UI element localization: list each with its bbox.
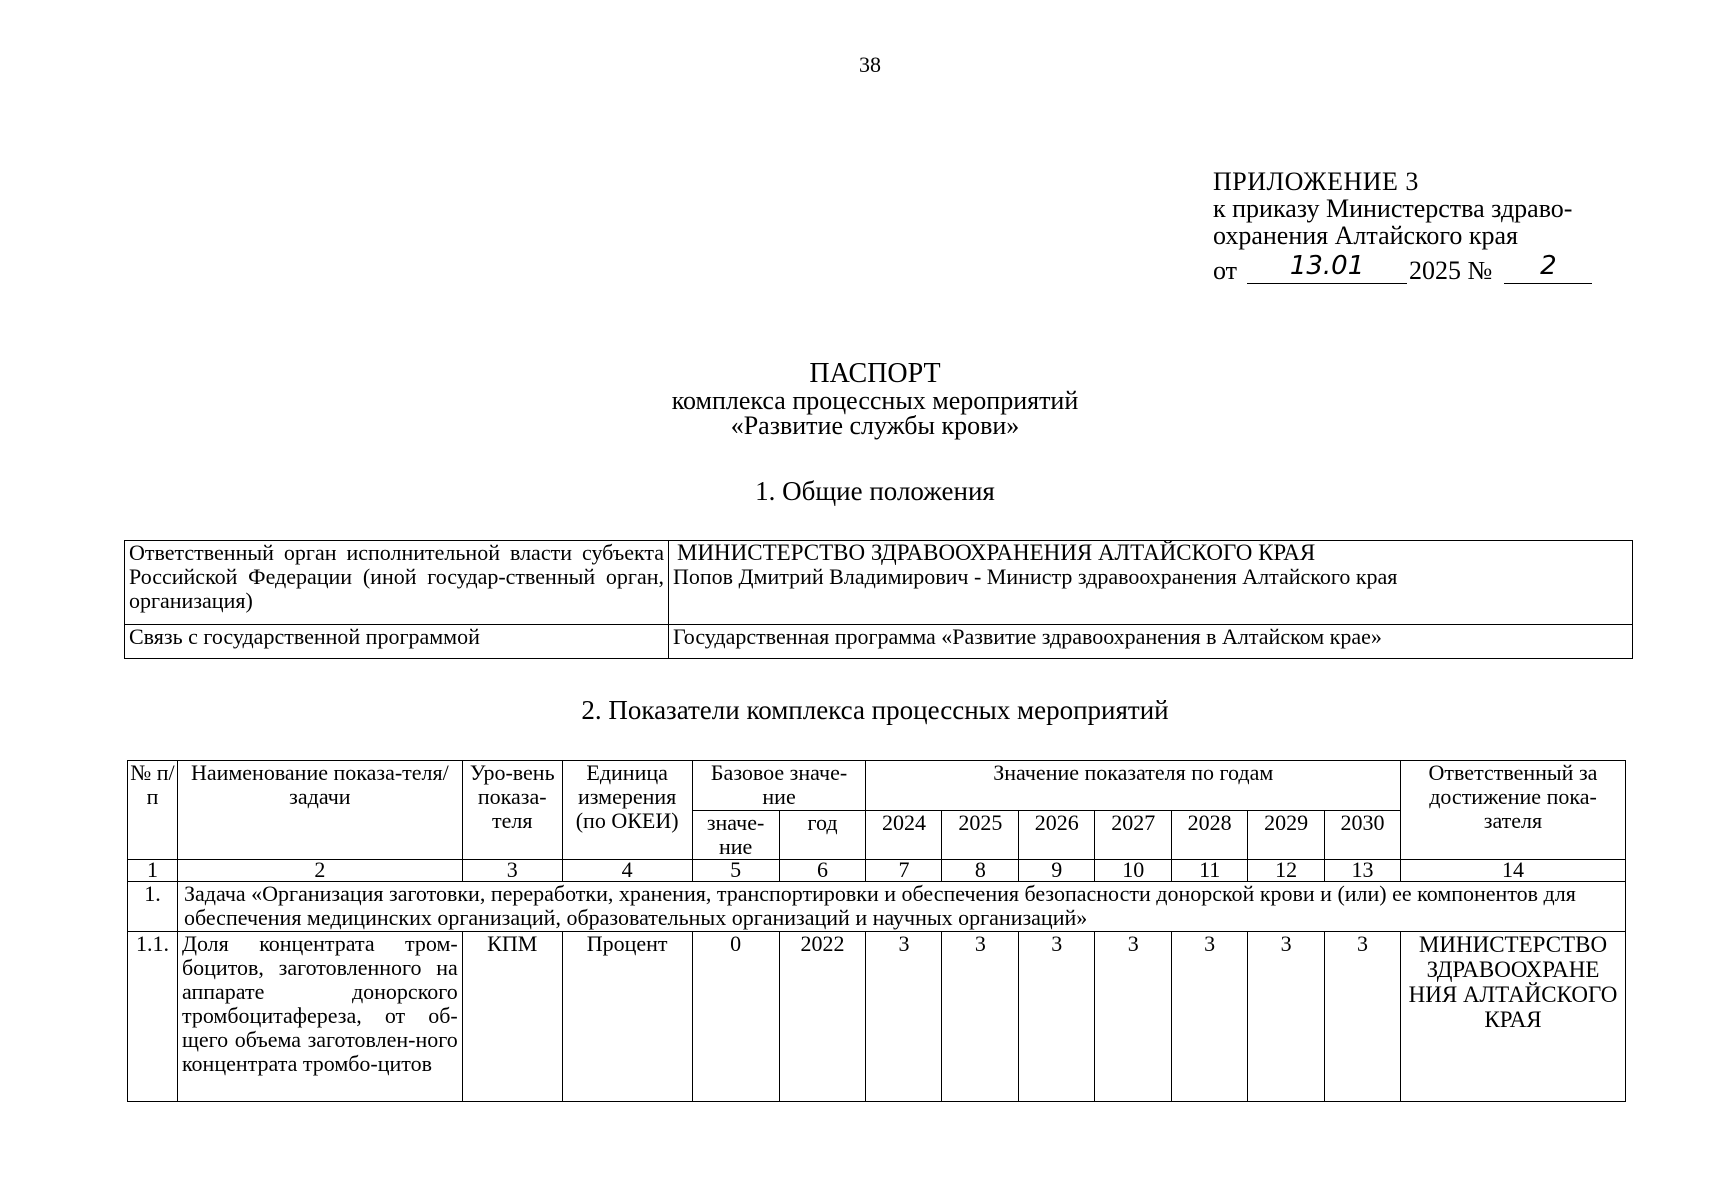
appendix-line-2: охранения Алтайского края: [1213, 221, 1519, 250]
column-number: 2: [177, 860, 462, 882]
header-unit: Единица измерения (по ОКЕИ): [562, 761, 692, 860]
appendix-date-line: [1213, 251, 1592, 284]
appendix-line-1: к приказу Министерства здраво-: [1213, 194, 1573, 223]
header-name: Наименование показа-теля/задачи: [177, 761, 462, 860]
indicator-base-value: 0: [692, 932, 779, 1102]
indicator-value: 3: [1019, 932, 1095, 1102]
minister-name: Попов Дмитрий Владимирович - Министр здравоохранения Алтайского края: [673, 564, 1398, 589]
header-base-year: год: [779, 811, 866, 860]
section-2-title: 2. Показатели комплекса процессных мероприятий: [581, 695, 1169, 725]
header-year: 2030: [1325, 811, 1401, 860]
from-label: от: [1213, 256, 1238, 285]
column-number: 14: [1400, 860, 1625, 882]
column-number: 1: [128, 860, 178, 882]
indicator-value: 3: [1325, 932, 1401, 1102]
indicator-value: 3: [1248, 932, 1325, 1102]
column-number: 4: [562, 860, 692, 882]
task-row: [128, 882, 1626, 932]
responsible-authority-label: Ответственный орган исполнительной власти субъекта Российской Федерации (иной государ-ственный орган, организация): [125, 541, 669, 625]
column-number: 7: [866, 860, 942, 882]
header-num: № п/п: [128, 761, 178, 860]
column-number: 11: [1172, 860, 1248, 882]
column-number: 13: [1325, 860, 1401, 882]
appendix-block: [1213, 168, 1592, 284]
header-year: 2024: [866, 811, 942, 860]
table-row: [125, 541, 1633, 625]
header-year: 2028: [1172, 811, 1248, 860]
header-year: 2026: [1019, 811, 1095, 860]
handwritten-date: 13.01: [1247, 251, 1407, 284]
indicator-name: Доля концентрата тром-боцитов, заготовленного на аппарате донорского тромбоцитафереза, от об-щего объема заготовлен-ного концентрата тромбо-цитов: [177, 932, 462, 1102]
ministry-name: МИНИСТЕРСТВО ЗДРАВООХРАНЕНИЯ АЛТАЙСКОГО КРАЯ: [677, 540, 1316, 565]
indicator-value: 3: [942, 932, 1019, 1102]
page-number: 38: [859, 52, 881, 77]
task-text: Задача «Организация заготовки, переработки, хранения, транспортировки и обеспечения безопасности донорской крови и (или) ее компонентов для обеспечения медицинских организаций, образовательных организаций и научных организаций»: [177, 882, 1625, 932]
header-responsible: Ответственный за достижение пока-зателя: [1400, 761, 1625, 860]
header-level: Уро-вень показа-теля: [462, 761, 562, 860]
indicator-unit: Процент: [562, 932, 692, 1102]
header-base: Базовое значе-ние: [692, 761, 866, 811]
header-year: 2025: [942, 811, 1019, 860]
column-number: 3: [462, 860, 562, 882]
indicator-value: 3: [1095, 932, 1172, 1102]
indicator-value: 3: [1172, 932, 1248, 1102]
handwritten-number: 2: [1504, 251, 1592, 284]
header-base-value: значе-ние: [692, 811, 779, 860]
indicator-value: 3: [866, 932, 942, 1102]
column-numbers-row: [128, 860, 1626, 882]
general-provisions-table: [124, 540, 1633, 659]
header-years-group: Значение показателя по годам: [866, 761, 1401, 811]
column-number: 8: [942, 860, 1019, 882]
indicator-num: 1.1.: [128, 932, 178, 1102]
passport-subtitle-1: комплекса процессных мероприятий: [671, 386, 1079, 415]
task-num: 1.: [128, 882, 178, 932]
program-link-label: Связь с государственной программой: [125, 625, 669, 659]
header-year: 2027: [1095, 811, 1172, 860]
appendix-title: ПРИЛОЖЕНИЕ 3: [1213, 167, 1419, 196]
responsible-authority-value: [669, 541, 1633, 625]
header-row-1: [128, 761, 1626, 811]
indicator-responsible: МИНИСТЕРСТВО ЗДРАВООХРАНЕ НИЯ АЛТАЙСКОГО КРАЯ: [1400, 932, 1625, 1102]
program-link-value: Государственная программа «Развитие здравоохранения в Алтайском крае»: [669, 625, 1633, 659]
table-row: [125, 625, 1633, 659]
column-number: 6: [779, 860, 866, 882]
indicator-level: КПМ: [462, 932, 562, 1102]
indicators-table: [127, 760, 1626, 1102]
indicator-base-year: 2022: [779, 932, 866, 1102]
indicator-row: [128, 932, 1626, 1102]
column-number: 10: [1095, 860, 1172, 882]
passport-title: ПАСПОРТ: [809, 358, 941, 389]
column-number: 9: [1019, 860, 1095, 882]
section-1-title: 1. Общие положения: [755, 476, 995, 506]
column-number: 5: [692, 860, 779, 882]
column-number: 12: [1248, 860, 1325, 882]
passport-subtitle-2: «Развитие службы крови»: [730, 411, 1020, 440]
year-label: 2025 №: [1409, 256, 1493, 285]
header-year: 2029: [1248, 811, 1325, 860]
